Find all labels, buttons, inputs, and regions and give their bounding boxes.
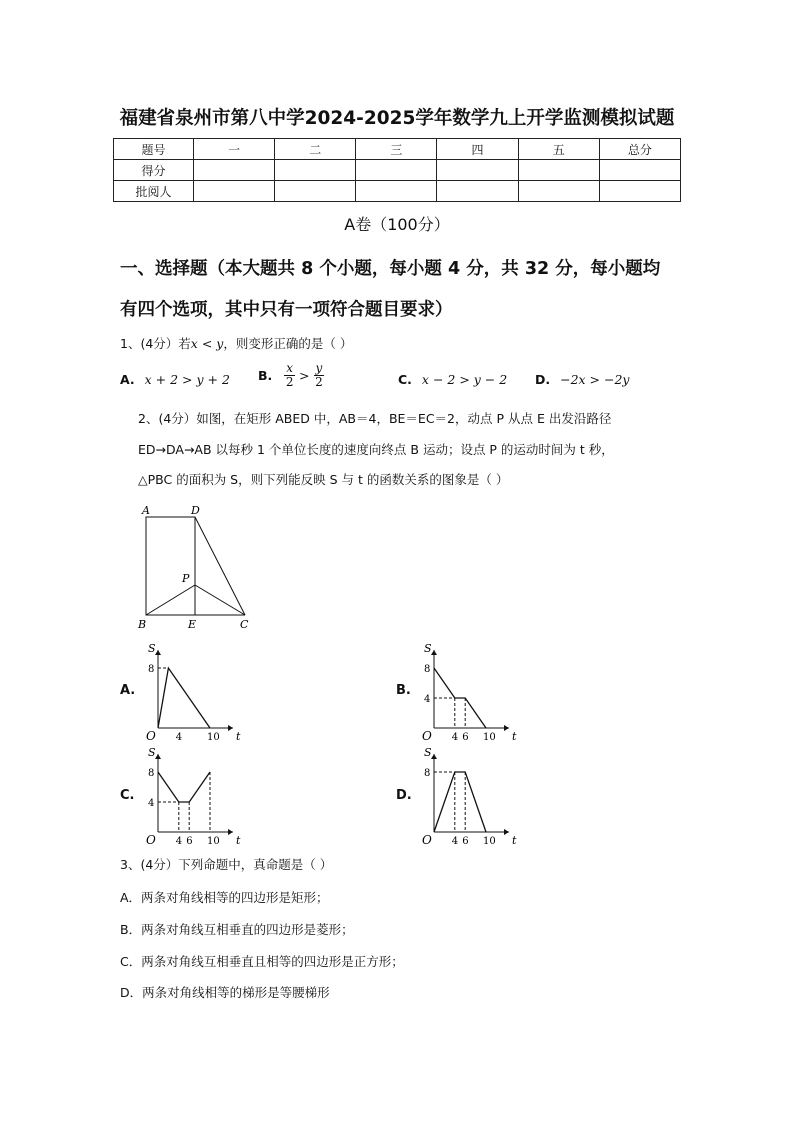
x-axis-arrow — [504, 829, 509, 835]
option-label: B. — [258, 368, 273, 383]
x-axis-label: t — [512, 730, 517, 743]
score-header-cell: 题号 — [114, 139, 194, 160]
x-axis-arrow — [504, 725, 509, 731]
x-axis-label: t — [236, 730, 241, 743]
option-math: x + 2 > y + 2 — [144, 372, 230, 387]
label-e: E — [188, 618, 197, 631]
question-1-stem — [120, 334, 352, 352]
q1-prefix: 1、(4分）若 — [120, 336, 191, 351]
graph-label-a: A. — [120, 683, 136, 698]
x-tick-label: 10 — [207, 732, 220, 743]
graph-d — [414, 742, 524, 852]
section-heading-line1: 一、选择题（本大题共 8 个小题，每小题 4 分，共 32 分，每小题均 — [120, 259, 661, 279]
q1-option-c — [398, 372, 507, 387]
score-table-header-row — [114, 139, 681, 160]
score-header-cell: 五 — [518, 139, 599, 160]
label-a: A — [142, 504, 150, 517]
score-cell — [437, 181, 518, 202]
score-cell — [194, 160, 275, 181]
score-cell — [599, 181, 680, 202]
score-cell — [437, 160, 518, 181]
score-cell — [356, 160, 437, 181]
question-2-line2: ED→DA→AB 以每秒 1 个单位长度的速度向终点 B 运动；设点 P 的运动时间为 t 秒， — [138, 442, 614, 457]
graph-label-c: C. — [120, 788, 135, 803]
label-b: B — [138, 618, 147, 631]
q1-option-a — [120, 372, 230, 387]
q1-option-b — [258, 362, 324, 389]
fraction-left — [284, 362, 295, 389]
option-label: C. — [398, 372, 412, 387]
score-cell — [518, 160, 599, 181]
x-tick-label: 4 — [175, 732, 183, 743]
graph-c — [138, 742, 248, 852]
segment-pb — [146, 585, 195, 615]
question-2-line3: △PBC 的面积为 S，则下列能反映 S 与 t 的函数关系的图象是（ ） — [138, 472, 509, 487]
frac-num: y — [315, 361, 323, 375]
option-math: x − 2 > y − 2 — [421, 372, 508, 387]
q3-option-a: A．两条对角线相等的四边形是矩形； — [120, 890, 329, 905]
frac-den: 2 — [315, 375, 323, 389]
score-table — [113, 138, 681, 202]
x-tick-label: 10 — [207, 836, 220, 847]
fraction-right — [314, 362, 325, 389]
score-cell — [599, 160, 680, 181]
q1-math: x < y — [190, 336, 224, 351]
y-axis-arrow — [155, 650, 161, 655]
x-axis-arrow — [228, 725, 233, 731]
label-c: C — [240, 618, 249, 631]
x-tick-label: 4 — [451, 732, 459, 743]
score-header-cell: 四 — [437, 139, 518, 160]
y-tick-label: 8 — [424, 768, 431, 779]
question-2-line1: 2、(4分）如图，在矩形 ABED 中，AB＝4，BE＝EC＝2，动点 P 从点 E 出发沿路径 — [138, 411, 612, 426]
score-table-row — [114, 160, 681, 181]
y-tick-label: 4 — [148, 798, 155, 809]
frac-rel: > — [299, 368, 310, 383]
y-tick-label: 8 — [424, 664, 431, 675]
question-3-stem: 3、(4分）下列命题中，真命题是（ ） — [120, 857, 333, 872]
score-header-cell: 总分 — [599, 139, 680, 160]
score-cell — [275, 160, 356, 181]
x-tick-label: 6 — [462, 836, 469, 847]
q1-suffix: ，则变形正确的是（ ） — [223, 336, 353, 351]
y-axis-label: S — [148, 746, 156, 759]
page-title: 福建省泉州市第八中学2024-2025学年数学九上开学监测模拟试题 — [119, 108, 675, 129]
volume-heading: A卷（100分） — [344, 215, 450, 234]
q3-option-d: D．两条对角线相等的梯形是等腰梯形 — [120, 985, 330, 1000]
score-header-cell: 二 — [275, 139, 356, 160]
x-tick-label: 4 — [451, 836, 459, 847]
origin-label: O — [146, 729, 156, 743]
x-tick-label: 10 — [483, 836, 496, 847]
origin-label: O — [422, 729, 432, 743]
graph-label-b: B. — [396, 683, 411, 698]
y-axis-label: S — [424, 746, 432, 759]
section-heading-line2: 有四个选项，其中只有一项符合题目要求） — [120, 300, 453, 320]
x-axis-label: t — [512, 834, 517, 847]
x-tick-label: 6 — [462, 732, 469, 743]
score-table-row — [114, 181, 681, 202]
y-tick-label: 8 — [148, 664, 155, 675]
option-math: −2x > −2y — [560, 372, 630, 387]
score-cell — [275, 181, 356, 202]
score-row-label: 批阅人 — [114, 181, 194, 202]
rectangle-figure — [130, 500, 260, 635]
frac-num: x — [286, 361, 294, 375]
x-axis-label: t — [236, 834, 241, 847]
label-d: D — [191, 504, 200, 517]
score-cell — [194, 181, 275, 202]
label-p: P — [182, 572, 190, 585]
q3-option-b: B．两条对角线互相垂直的四边形是菱形； — [120, 922, 354, 937]
series-line — [158, 772, 210, 802]
score-header-cell: 三 — [356, 139, 437, 160]
y-tick-label: 8 — [148, 768, 155, 779]
x-axis-arrow — [228, 829, 233, 835]
x-tick-label: 6 — [186, 836, 193, 847]
option-label: A. — [120, 372, 135, 387]
series-line — [434, 772, 486, 832]
origin-label: O — [146, 833, 156, 847]
graph-b — [414, 638, 524, 748]
option-label: D. — [535, 372, 551, 387]
y-axis-label: S — [424, 642, 432, 655]
origin-label: O — [422, 833, 432, 847]
y-axis-arrow — [155, 754, 161, 759]
q1-option-d — [535, 372, 630, 387]
score-cell — [518, 181, 599, 202]
score-row-label: 得分 — [114, 160, 194, 181]
y-tick-label: 4 — [424, 694, 431, 705]
graph-a — [138, 638, 248, 748]
y-axis-label: S — [148, 642, 156, 655]
x-tick-label: 4 — [175, 836, 183, 847]
score-cell — [356, 181, 437, 202]
y-axis-arrow — [431, 650, 437, 655]
score-header-cell: 一 — [194, 139, 275, 160]
y-axis-arrow — [431, 754, 437, 759]
x-tick-label: 10 — [483, 732, 496, 743]
series-line — [158, 668, 210, 728]
q3-option-c: C．两条对角线互相垂直且相等的四边形是正方形； — [120, 954, 404, 969]
graph-label-d: D. — [396, 788, 412, 803]
frac-den: 2 — [285, 375, 294, 389]
